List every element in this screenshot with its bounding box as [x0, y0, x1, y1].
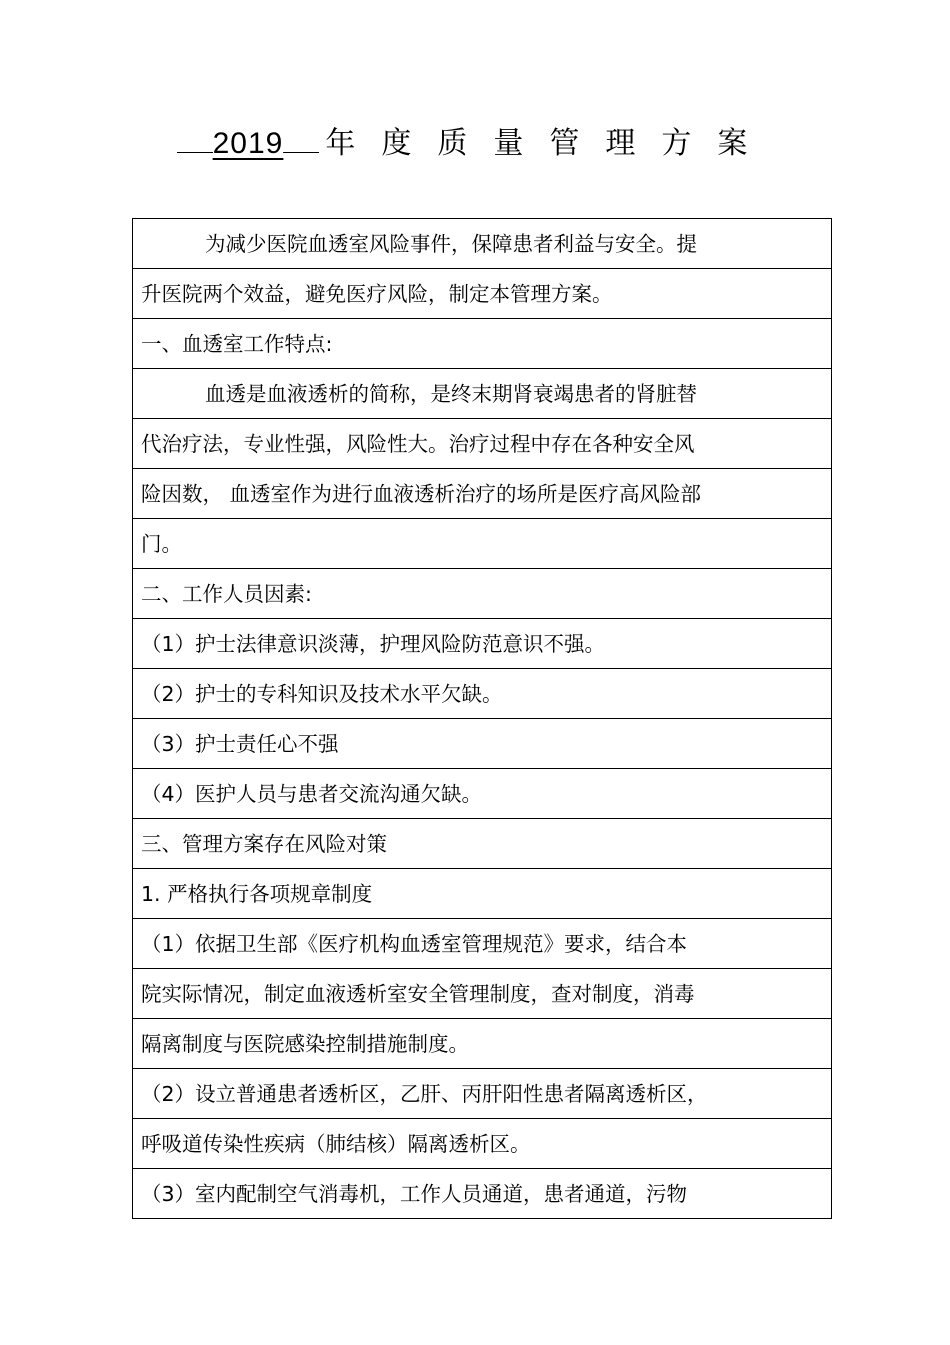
table-cell-text: （3）室内配制空气消毒机，工作人员通道，患者通道，污物 [133, 1169, 832, 1219]
title-year: 2019 [212, 127, 284, 160]
table-cell-text: 1. 严格执行各项规章制度 [133, 869, 832, 919]
title-blank-right [283, 122, 319, 153]
table-cell-text: 院实际情况，制定血液透析室安全管理制度，查对制度，消毒 [133, 969, 832, 1019]
table-cell-text: 一、血透室工作特点: [133, 319, 832, 369]
title-text: 年度质量管理方案 [325, 126, 774, 161]
table-cell-text: 代治疗法，专业性强，风险性大。治疗过程中存在各种安全风 [133, 419, 832, 469]
document-title [0, 122, 950, 166]
table-row [133, 419, 832, 469]
table-row [133, 669, 832, 719]
table-row [133, 219, 832, 269]
table-cell-text: 呼吸道传染性疾病（肺结核）隔离透析区。 [133, 1119, 832, 1169]
table-cell-text: 升医院两个效益，避免医疗风险，制定本管理方案。 [133, 269, 832, 319]
table-cell-text: （2）护士的专科知识及技术水平欠缺。 [133, 669, 832, 719]
table-row [133, 1019, 832, 1069]
table-row [133, 719, 832, 769]
content-table-body [133, 219, 832, 1219]
table-cell-text: 险因数， 血透室作为进行血液透析治疗的场所是医疗高风险部 [133, 469, 832, 519]
table-row [133, 919, 832, 969]
table-row [133, 869, 832, 919]
title-blank-left [177, 122, 213, 153]
table-cell-text: （2）设立普通患者透析区，乙肝、丙肝阳性患者隔离透析区， [133, 1069, 832, 1119]
table-row [133, 519, 832, 569]
table-row [133, 269, 832, 319]
table-cell-text: （1）依据卫生部《医疗机构血透室管理规范》要求，结合本 [133, 919, 832, 969]
table-row [133, 769, 832, 819]
table-cell-text: （3）护士责任心不强 [133, 719, 832, 769]
table-cell-text: 二、工作人员因素: [133, 569, 832, 619]
table-row [133, 1119, 832, 1169]
table-row [133, 1169, 832, 1219]
table-row [133, 369, 832, 419]
table-row [133, 469, 832, 519]
table-cell-text: （4）医护人员与患者交流沟通欠缺。 [133, 769, 832, 819]
table-cell-text: （1）护士法律意识淡薄，护理风险防范意识不强。 [133, 619, 832, 669]
table-cell-text: 三、管理方案存在风险对策 [133, 819, 832, 869]
table-cell-text: 为减少医院血透室风险事件，保障患者利益与安全。提 [133, 219, 832, 269]
table-row [133, 319, 832, 369]
table-cell-text: 门。 [133, 519, 832, 569]
table-cell-text: 血透是血液透析的简称，是终末期肾衰竭患者的肾脏替 [133, 369, 832, 419]
table-row [133, 619, 832, 669]
table-row [133, 1069, 832, 1119]
table-row [133, 819, 832, 869]
content-table [132, 218, 832, 1219]
table-row [133, 969, 832, 1019]
table-row [133, 569, 832, 619]
table-cell-text: 隔离制度与医院感染控制措施制度。 [133, 1019, 832, 1069]
